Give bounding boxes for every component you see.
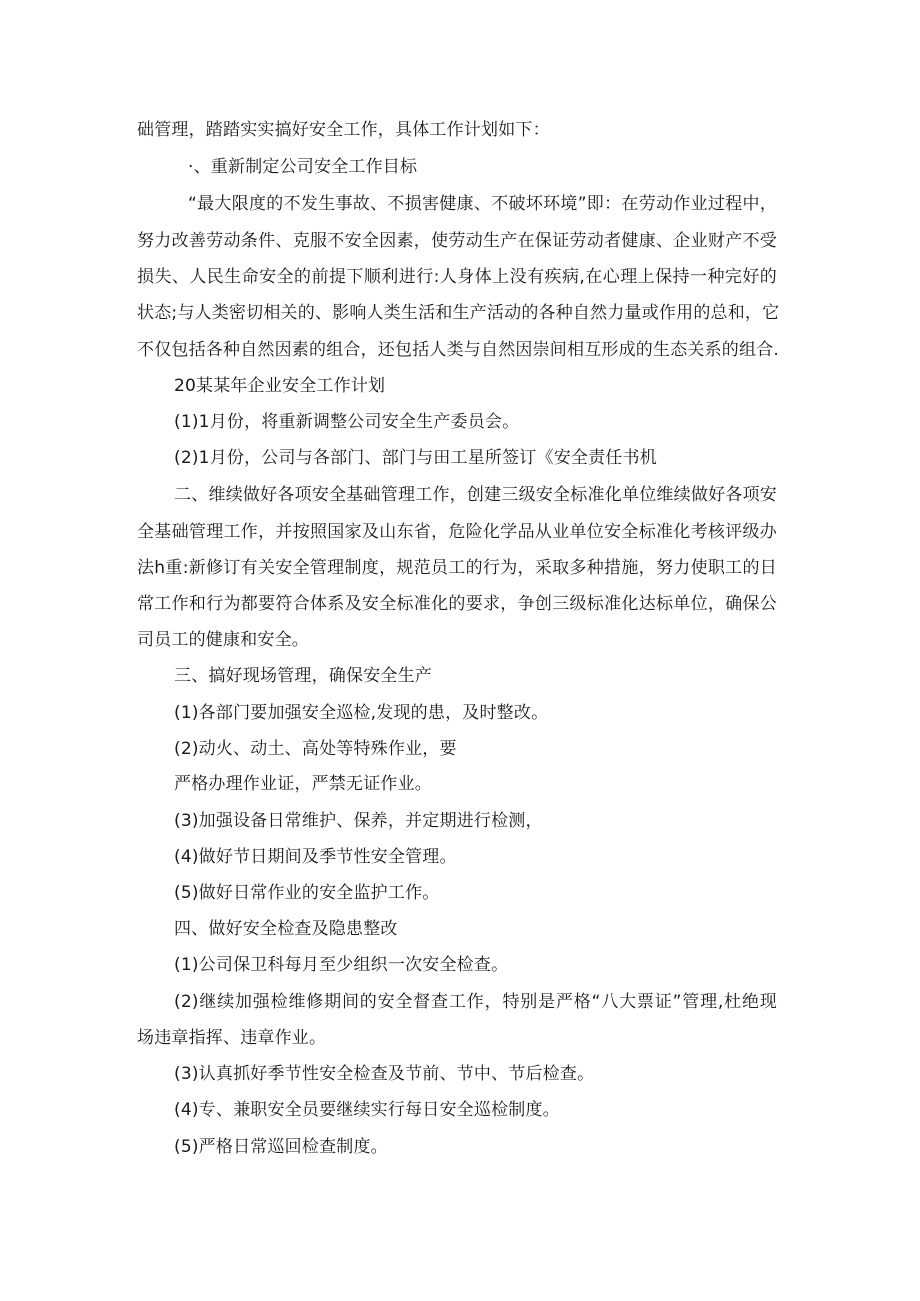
text-line: 法h重:新修订有关安全管理制度，规范员工的行为，采取多种措施，努力使职工的日 xyxy=(137,558,777,578)
text-line: 严格办理作业证，严禁无证作业。 xyxy=(174,774,432,794)
list-item: (4)专、兼职安全员要继续实行每日安全巡检制度。 xyxy=(174,1100,560,1120)
text-line: 损失、人民生命安全的前提下顺利进行:人身体上没有疾病,在心理上保持一种完好的 xyxy=(137,267,777,287)
list-item: (4)做好节日期间及季节性安全管理。 xyxy=(174,847,457,867)
text-line: 不仅包括各种自然因素的组合，还包括人类与自然因崇间相互形成的生态关系的组合. xyxy=(137,340,780,360)
section-heading: 三、搞好现场管理，确保安全生产 xyxy=(174,666,432,686)
text-line: 常工作和行为都要符合体系及安全标准化的要求，争创三级标准化达标单位，确保公 xyxy=(137,594,777,614)
list-item: (5)做好日常作业的安全监护工作。 xyxy=(174,883,440,903)
list-item: (3)认真抓好季节性安全检查及节前、节中、节后检查。 xyxy=(174,1064,595,1084)
list-item: (2)动火、动土、高处等特殊作业，要 xyxy=(174,739,457,759)
list-item: (2)1月份，公司与各部门、部门与田工星所签订《安全责任书机 xyxy=(174,448,657,468)
text-line: 全基础管理工作，并按照国家及山东省，危险化学品从业单位安全标准化考核评级办 xyxy=(137,522,777,542)
text-line: “最大限度的不发生事故、不损害健康、不破坏环境”即：在劳动作业过程中， xyxy=(188,194,777,214)
text-line: 场违章指挥、违章作业。 xyxy=(137,1028,327,1048)
section-heading: 20某某年企业安全工作计划 xyxy=(174,376,386,396)
section-heading: ·、重新制定公司安全工作目标 xyxy=(188,157,418,177)
list-item: (1)各部门要加强安全巡检,发现的患，及时整改。 xyxy=(174,703,549,723)
list-item: (5)严格日常巡回检查制度。 xyxy=(174,1137,388,1157)
list-item: (2)继续加强检维修期间的安全督查工作，特别是严格“八大票证”管理,杜绝现 xyxy=(174,992,777,1012)
text-line: 础管理，踏踏实实搞好安全工作，具体工作计划如下： xyxy=(137,120,550,140)
list-item: (1)1月份，将重新调整公司安全生产委员会。 xyxy=(174,412,520,432)
list-item: (3)加强设备日常维护、保养，并定期进行检测， xyxy=(174,811,543,831)
text-line: 状态;与人类密切相关的、影响人类生活和生产活动的各种自然力量或作用的总和，它 xyxy=(137,303,780,323)
list-item: (1)公司保卫科每月至少组织一次安全检查。 xyxy=(174,955,509,975)
section-heading: 四、做好安全检查及隐患整改 xyxy=(174,919,398,939)
text-line: 司员工的健康和安全。 xyxy=(137,630,309,650)
text-line: 努力改善劳动条件、克服不安全因素，使劳动生产在保证劳动者健康、企业财产不受 xyxy=(137,231,777,251)
section-heading: 二、维续做好各项安全基础管理工作，创建三级安全标准化单位维续做好各项安 xyxy=(174,485,777,505)
